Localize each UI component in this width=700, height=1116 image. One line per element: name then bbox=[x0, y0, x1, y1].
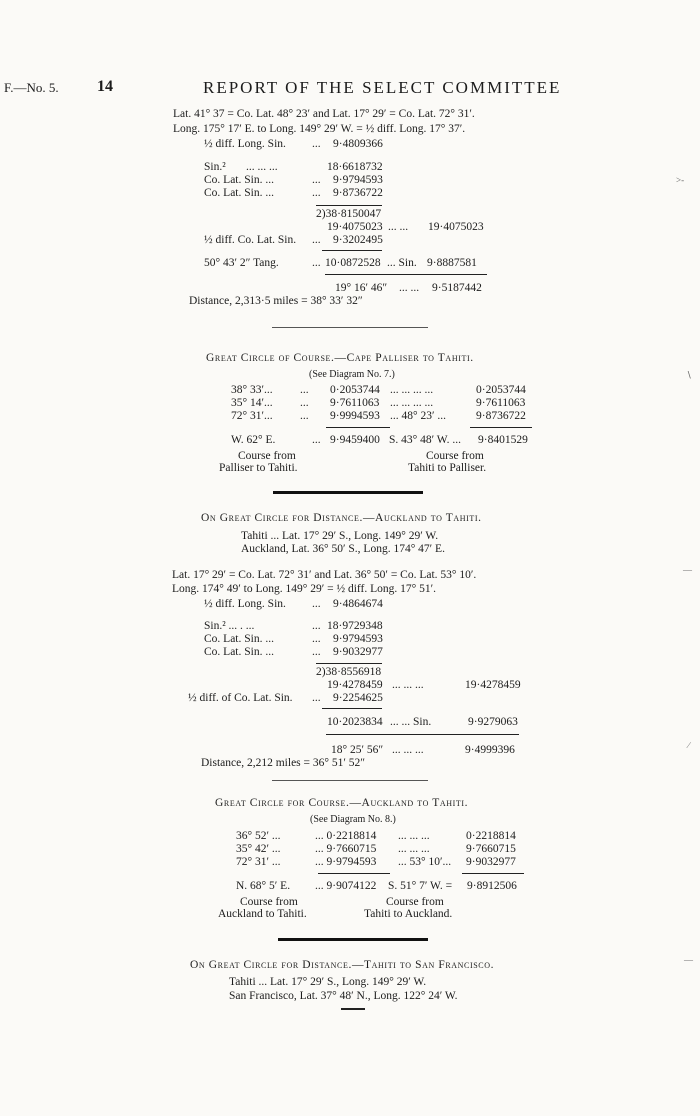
s3-row-dots: ... bbox=[312, 633, 321, 645]
s4-result-course: N. 68° 5′ E. bbox=[236, 880, 291, 892]
s3-distance: Distance, 2,212 miles = 36° 51′ 52″ bbox=[201, 757, 366, 769]
s1-half: 19·4075023 bbox=[327, 221, 383, 233]
sum-rule bbox=[462, 873, 524, 874]
s3-sum: 2)38·8556918 bbox=[316, 666, 382, 678]
s3-tang-mid: ... ... Sin. bbox=[390, 716, 432, 728]
s4-caption-left: Course from bbox=[240, 896, 298, 908]
margin-mark: >‑ bbox=[676, 175, 685, 185]
page-title: REPORT OF THE SELECT COMMITTEE bbox=[203, 78, 562, 97]
s4-row-dots: ... ... ... bbox=[398, 830, 430, 842]
s2-result-course: W. 62° E. bbox=[231, 434, 276, 446]
s2-row-dots: ... bbox=[300, 410, 309, 422]
sum-rule bbox=[316, 663, 382, 664]
s3-row-value: 9·9032977 bbox=[333, 646, 383, 658]
sum-rule bbox=[326, 734, 519, 735]
s4-row-dots: ... 53° 10′... bbox=[398, 856, 452, 868]
margin-mark: — bbox=[684, 955, 693, 965]
s2-row-value-right: 0·2053744 bbox=[476, 384, 526, 396]
s3-row-label: Co. Lat. Sin. ... bbox=[204, 633, 274, 645]
s1-dl-value: 9·3202495 bbox=[333, 234, 383, 246]
s4-row-value: ... 0·2218814 bbox=[315, 830, 377, 842]
s1-dl-dots: ... bbox=[312, 234, 321, 246]
s3-result-dots: ... ... ... bbox=[392, 744, 424, 756]
s1-row-value: 9·4809366 bbox=[333, 138, 383, 150]
s4-row-angle: 36° 52′ ... bbox=[236, 830, 281, 842]
s4-result-value-right: 9·8912506 bbox=[467, 880, 517, 892]
margin-mark: ∕ bbox=[688, 740, 690, 750]
s3-row-dots: ... bbox=[312, 620, 321, 632]
s2-row-value: 9·9994593 bbox=[330, 410, 380, 422]
s2-caption-right: Tahiti to Palliser. bbox=[408, 462, 487, 474]
s2-caption-left: Palliser to Tahiti. bbox=[219, 462, 298, 474]
s3-row-value: 9·9794593 bbox=[333, 633, 383, 645]
s1-tang-right: 9·8887581 bbox=[427, 257, 477, 269]
s4-row-value-right: 0·2218814 bbox=[466, 830, 516, 842]
s5-heading: On Great Circle for Distance.—Tahiti to San Francisco. bbox=[190, 959, 495, 971]
end-rule bbox=[341, 1008, 365, 1010]
s4-heading: Great Circle for Course.—Auckland to Tahiti. bbox=[215, 797, 469, 809]
s2-row-dots: ... bbox=[300, 397, 309, 409]
s3-dl-value: 9·2254625 bbox=[333, 692, 383, 704]
s1-result-angle: 19° 16′ 46″ bbox=[335, 282, 388, 294]
s2-caption-left: Course from bbox=[238, 450, 296, 462]
s4-row-dots: ... ... ... bbox=[398, 843, 430, 855]
s4-row-angle: 35° 42′ ... bbox=[236, 843, 281, 855]
s3-row-label: Co. Lat. Sin. ... bbox=[204, 646, 274, 658]
s2-row-value-right: 9·8736722 bbox=[476, 410, 526, 422]
s5-position-2: San Francisco, Lat. 37° 48′ N., Long. 122° 24′ W. bbox=[229, 990, 458, 1002]
sum-rule bbox=[325, 274, 487, 275]
s1-row-dots: ... bbox=[312, 138, 321, 150]
s4-row-value-right: 9·9032977 bbox=[466, 856, 516, 868]
section-divider bbox=[273, 491, 423, 494]
s2-row-dots: ... 48° 23′ ... bbox=[390, 410, 446, 422]
s2-result-course-back: S. 43° 48′ W. ... bbox=[389, 434, 461, 446]
s4-caption-right: Course from bbox=[386, 896, 444, 908]
s1-half-right: 19·4075023 bbox=[428, 221, 484, 233]
s1-half-dots: ... ... bbox=[388, 221, 409, 233]
s1-row-label: Sin.² bbox=[204, 161, 226, 173]
s3-tang-right: 9·9279063 bbox=[468, 716, 518, 728]
s3-row-value: 9·4864674 bbox=[333, 598, 383, 610]
s4-row-value: ... 9·7660715 bbox=[315, 843, 377, 855]
s2-heading: Great Circle of Course.—Cape Palliser to Tahiti. bbox=[206, 352, 474, 364]
s2-result-value-right: 9·8401529 bbox=[478, 434, 528, 446]
s1-row-label: Co. Lat. Sin. ... bbox=[204, 174, 274, 186]
s1-row-label: Co. Lat. Sin. ... bbox=[204, 187, 274, 199]
section-divider bbox=[272, 780, 428, 781]
s1-tang-dots: ... bbox=[312, 257, 321, 269]
s1-line-1: Lat. 41° 37 = Co. Lat. 48° 23′ and Lat. 17° 29′ = Co. Lat. 72° 31′. bbox=[173, 108, 475, 120]
s1-sum: 2)38·8150047 bbox=[316, 208, 382, 220]
s1-row-dots: ... bbox=[312, 174, 321, 186]
s2-row-value: 9·7611063 bbox=[330, 397, 380, 409]
sum-rule bbox=[322, 708, 382, 709]
s4-result-course-back: S. 51° 7′ W. = bbox=[388, 880, 453, 892]
margin-mark: ∖ bbox=[686, 370, 692, 380]
s4-result-value: ... 9·9074122 bbox=[315, 880, 377, 892]
s3-position-2: Auckland, Lat. 36° 50′ S., Long. 174° 47′ E. bbox=[241, 543, 445, 555]
s1-line-2: Long. 175° 17′ E. to Long. 149° 29′ W. = ½ diff. Long. 17° 37′. bbox=[173, 123, 466, 135]
s1-tang-label: 50° 43′ 2″ Tang. bbox=[204, 257, 279, 269]
s1-distance: Distance, 2,313·5 miles = 38° 33′ 32″ bbox=[189, 295, 363, 307]
s1-row-dots: ... ... ... bbox=[246, 161, 278, 173]
s3-dl-dots: ... bbox=[312, 692, 321, 704]
s1-row-dots: ... bbox=[312, 187, 321, 199]
s2-row-dots: ... bbox=[300, 384, 309, 396]
s1-row-value: 18·6618732 bbox=[327, 161, 383, 173]
page-number: 14 bbox=[97, 78, 113, 95]
s1-result-dots: ... ... bbox=[399, 282, 420, 294]
s4-diagram-ref: (See Diagram No. 8.) bbox=[310, 814, 396, 825]
s2-diagram-ref: (See Diagram No. 7.) bbox=[309, 369, 395, 380]
s2-row-angle: 72° 31′... bbox=[231, 410, 273, 422]
s3-row-dots: ... bbox=[312, 646, 321, 658]
sum-rule bbox=[316, 205, 382, 206]
s1-dl-label: ½ diff. Co. Lat. Sin. bbox=[204, 234, 297, 246]
s3-result-value: 9·4999396 bbox=[465, 744, 515, 756]
s2-row-angle: 35° 14′... bbox=[231, 397, 273, 409]
s3-line-2: Long. 174° 49′ to Long. 149° 29′ = ½ diff. Long. 17° 51′. bbox=[172, 583, 436, 595]
sum-rule bbox=[326, 427, 390, 428]
s4-caption-left: Auckland to Tahiti. bbox=[218, 908, 307, 920]
s2-row-dots: ... ... ... ... bbox=[390, 397, 434, 409]
s3-row-value: 18·9729348 bbox=[327, 620, 383, 632]
section-divider bbox=[272, 327, 428, 328]
document-reference: F.—No. 5. bbox=[4, 80, 59, 95]
s2-row-value: 0·2053744 bbox=[330, 384, 380, 396]
sum-rule bbox=[318, 873, 390, 874]
s4-caption-right: Tahiti to Auckland. bbox=[364, 908, 453, 920]
s1-tang-value: 10·0872528 bbox=[325, 257, 381, 269]
s3-dl-label: ½ diff. of Co. Lat. Sin. bbox=[188, 692, 293, 704]
sum-rule bbox=[322, 250, 382, 251]
s2-caption-right: Course from bbox=[426, 450, 484, 462]
s3-half-right: 19·4278459 bbox=[465, 679, 521, 691]
s3-half: 19·4278459 bbox=[327, 679, 383, 691]
s1-result-value: 9·5187442 bbox=[432, 282, 482, 294]
s4-row-angle: 72° 31′ ... bbox=[236, 856, 281, 868]
s3-line-1: Lat. 17° 29′ = Co. Lat. 72° 31′ and Lat. 36° 50′ = Co. Lat. 53° 10′. bbox=[172, 569, 477, 581]
section-divider bbox=[278, 938, 428, 941]
s2-result-dots: ... bbox=[312, 434, 321, 446]
s3-half-dots: ... ... ... bbox=[392, 679, 424, 691]
s3-row-dots: ... bbox=[312, 598, 321, 610]
s2-row-dots: ... ... ... ... bbox=[390, 384, 434, 396]
s3-row-label: ½ diff. Long. Sin. bbox=[204, 598, 286, 610]
sum-rule bbox=[470, 427, 532, 428]
s4-row-value-right: 9·7660715 bbox=[466, 843, 516, 855]
s3-heading: On Great Circle for Distance.—Auckland to Tahiti. bbox=[201, 512, 482, 524]
s1-row-label: ½ diff. Long. Sin. bbox=[204, 138, 286, 150]
s4-row-value: ... 9·9794593 bbox=[315, 856, 377, 868]
s3-row-label: Sin.² ... . ... bbox=[204, 620, 255, 632]
s3-result-angle: 18° 25′ 56″ bbox=[331, 744, 384, 756]
s5-position-1: Tahiti ... Lat. 17° 29′ S., Long. 149° 29′ W. bbox=[229, 976, 427, 988]
s2-row-angle: 38° 33′... bbox=[231, 384, 273, 396]
s1-row-value: 9·8736722 bbox=[333, 187, 383, 199]
s1-row-value: 9·9794593 bbox=[333, 174, 383, 186]
s2-row-value-right: 9·7611063 bbox=[476, 397, 526, 409]
s1-tang-mid: ... Sin. bbox=[387, 257, 417, 269]
s3-tang-value: 10·2023834 bbox=[327, 716, 383, 728]
s2-result-value: 9·9459400 bbox=[330, 434, 380, 446]
s3-position-1: Tahiti ... Lat. 17° 29′ S., Long. 149° 29′ W. bbox=[241, 530, 439, 542]
margin-mark: ― bbox=[683, 565, 692, 575]
